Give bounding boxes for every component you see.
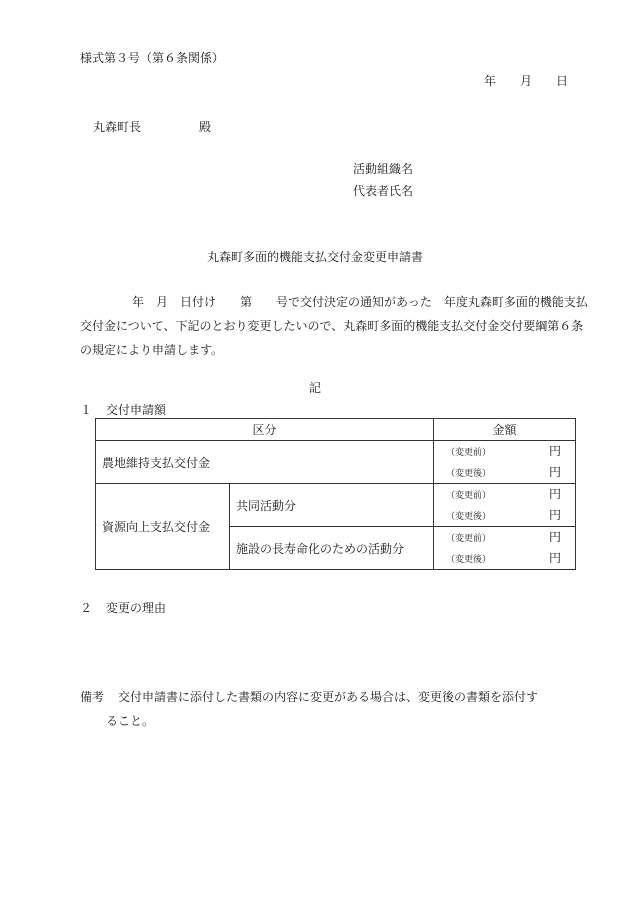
note [80, 685, 590, 733]
ki-heading: 記 [308, 381, 321, 395]
after-label: （変更後） [446, 469, 492, 479]
addressee [93, 118, 211, 135]
after-label: （変更後） [446, 555, 492, 565]
note-text-line2: ること。 [106, 714, 155, 728]
representative-label: 代表者氏名 [353, 184, 414, 198]
header-amount: 金額 [434, 419, 576, 441]
note-text-line1: 交付申請書に添付した書類の内容に変更がある場合は、変更後の書類を添付す [118, 690, 539, 704]
organization-label: 活動組織名 [353, 162, 414, 176]
note-heading: 備考 [80, 690, 105, 704]
table-header-row [96, 419, 576, 441]
date-month: 月 [520, 74, 533, 88]
yen-unit: 円 [549, 508, 562, 522]
header-category: 区分 [96, 419, 434, 441]
section-2-heading [80, 599, 166, 616]
amount-cell [434, 484, 576, 527]
yen-unit: 円 [549, 487, 562, 501]
amount-table [95, 418, 576, 570]
addressee-name: 丸森町長 [93, 120, 142, 134]
form-number: 様式第３号（第６条関係） [80, 51, 225, 65]
before-label: （変更前） [446, 491, 492, 501]
yen-unit: 円 [549, 551, 562, 565]
table-row [96, 441, 576, 484]
date-year: 年 [484, 74, 497, 88]
section-1-number: １ [80, 403, 93, 417]
row-subcategory: 施設の長寿命化のための活動分 [230, 527, 434, 570]
date-line [484, 72, 568, 89]
yen-unit: 円 [549, 465, 562, 479]
row-subcategory: 共同活動分 [230, 484, 434, 527]
row-category: 資源向上支払交付金 [96, 484, 230, 570]
yen-unit: 円 [549, 530, 562, 544]
before-label: （変更前） [446, 448, 492, 458]
body-paragraph: 年 月 日付け 第 号で交付決定の通知があった 年度丸森町多面的機能支払交付金について、下記のとおり変更したいので、丸森町多面的機能支払交付金交付要綱第６条の規定により申請します。 [80, 295, 588, 357]
amount-cell [434, 527, 576, 570]
date-day: 日 [556, 74, 569, 88]
section-2-number: ２ [80, 601, 93, 615]
body-text [80, 290, 588, 362]
amount-cell [434, 441, 576, 484]
addressee-honorific: 殿 [199, 120, 212, 134]
after-label: （変更後） [446, 512, 492, 522]
section-1-heading [80, 401, 166, 418]
table-row [96, 484, 576, 527]
document-title: 丸森町多面的機能支払交付金変更申請書 [206, 250, 423, 264]
section-2-label: 変更の理由 [106, 601, 167, 615]
section-1-label: 交付申請額 [106, 403, 167, 417]
yen-unit: 円 [549, 444, 562, 458]
before-label: （変更前） [446, 534, 492, 544]
row-category: 農地維持支払交付金 [96, 441, 434, 484]
